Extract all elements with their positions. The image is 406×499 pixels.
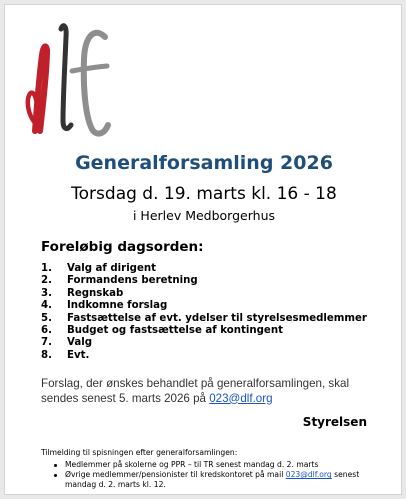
proposal-deadline-text [41, 377, 386, 406]
signup-email-link[interactable]: 023@dlf.org [285, 470, 332, 480]
agenda-item-text: Evt. [67, 349, 90, 361]
agenda-item-number: 5. [41, 312, 52, 324]
agenda-item [41, 288, 381, 300]
agenda-item-number: 1. [41, 263, 52, 274]
meeting-venue: i Herlev Medborgerhus [132, 208, 276, 223]
signup-intro: Tilmelding til spisningen efter generalforsamlingen: [41, 448, 238, 457]
signup-list [41, 460, 386, 491]
agenda-item [41, 300, 381, 312]
proposal-text: Forslag, der ønskes behandlet på generalforsamlingen, skal sendes senest 5. marts 2026 på [41, 377, 350, 405]
agenda-item-number: 8. [41, 349, 52, 361]
agenda-item-number: 2. [41, 275, 52, 287]
agenda-item-number: 7. [41, 337, 52, 349]
agenda-item-text: Valg af dirigent [67, 263, 157, 274]
document-page [4, 4, 402, 495]
proposal-email-link[interactable]: 023@dlf.org [209, 391, 273, 405]
agenda-item [41, 313, 381, 325]
agenda-item-text: Valg [67, 337, 92, 349]
agenda-item-number: 6. [41, 324, 52, 336]
agenda-list [41, 263, 381, 362]
signup-bullet-text: Øvrige medlemmer/pensionister til kredskontoret på mail [65, 470, 286, 480]
agenda-item [41, 275, 381, 287]
agenda-item [41, 350, 381, 362]
list-item [53, 460, 386, 470]
agenda-item-text: Formandens beretning [67, 275, 198, 287]
agenda-item-text: Indkomne forslag [67, 300, 168, 312]
signup-bullet-text: Medlemmer på skolerne og PPR – til TR senest mandag d. 2. marts [65, 460, 319, 469]
agenda-item [41, 325, 381, 337]
agenda-item-text: Budget og fastsættelse af kontingent [67, 324, 283, 336]
agenda-item [41, 263, 381, 275]
meeting-title: Generalforsamling 2026 [75, 152, 333, 174]
agenda-item-text: Regnskab [67, 287, 124, 299]
agenda-item [41, 337, 381, 349]
agenda-item-number: 4. [41, 300, 52, 312]
agenda-heading: Foreløbig dagsorden: [41, 239, 204, 255]
signup-bullet-text-end: senest mandag d. 2. marts kl. 12. [65, 470, 360, 490]
signature: Styrelsen [302, 415, 367, 429]
dlf-logo [25, 19, 117, 137]
agenda-item-text: Fastsættelse af evt. ydelser til styrelsesmedlemmer [67, 312, 367, 324]
meeting-date-time: Torsdag d. 19. marts kl. 16 - 18 [71, 184, 337, 204]
agenda-item-number: 3. [41, 287, 52, 299]
list-item [53, 470, 386, 490]
